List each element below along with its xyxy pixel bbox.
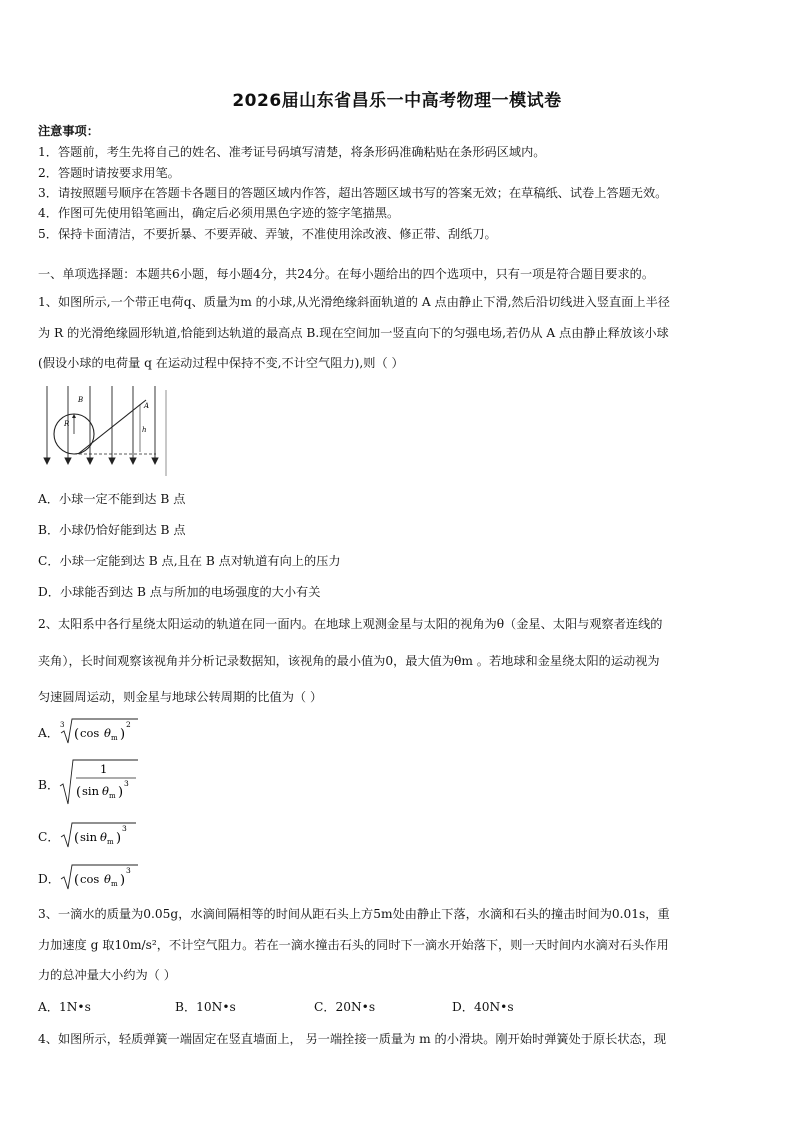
svg-text:): )	[120, 873, 126, 888]
q2-option-b[interactable]	[38, 776, 59, 793]
q1-figure	[38, 380, 173, 478]
svg-text:(: (	[74, 873, 80, 888]
q1-option-a[interactable]: A．小球一定不能到达 B 点	[38, 492, 186, 506]
q3-option-c[interactable]: C．20N•s	[314, 1000, 376, 1014]
q2-stem-line: 2、太阳系中各行星绕太阳运动的轨道在同一面内。在地球上观测金星与太阳的视角为θ（金星、太阳与观察者连线的	[38, 617, 663, 631]
root-index: 3	[60, 721, 65, 729]
exponent: 3	[124, 779, 129, 788]
q2-stem-line: 夹角），长时间观察该视角并分析记录数据知，该视角的最小值为0，最大值为θm 。若地球和金星绕太阳的运动视为	[38, 654, 660, 668]
label-h: h	[142, 426, 147, 434]
svg-text:(: (	[74, 727, 80, 742]
q2-option-c[interactable]	[38, 828, 60, 845]
exam-title: 2026届山东省昌乐一中高考物理一模试卷	[232, 91, 562, 111]
var-name: θ	[104, 726, 111, 740]
q3-stem-line: 力的总冲量大小约为（ ）	[38, 968, 176, 982]
q3-stem-line: 3、一滴水的质量为0.05g，水滴间隔相等的时间从距石头上方5m处由静止下落，水滴和石头的撞击时间为0.01s，重	[38, 907, 670, 921]
q2-option-a[interactable]	[38, 724, 59, 741]
label-b: B	[78, 396, 84, 404]
q4-stem-line: 4、如图所示，轻质弹簧一端固定在竖直墙面上， 另一端拴接一质量为 m 的小滑块。刚开始时弹簧处于原长状态，现	[38, 1032, 667, 1046]
q2-option-a-formula	[58, 714, 148, 746]
section-heading: 一、单项选择题：本题共6小题，每小题4分，共24分。在每小题给出的四个选项中，只有一项是符合题目要求的。	[38, 267, 655, 281]
var-name: θ	[104, 872, 111, 886]
option-letter: C．	[38, 830, 60, 844]
var-sub: m	[109, 792, 116, 800]
q2-option-d[interactable]	[38, 870, 60, 887]
q1-stem-line: 为 R 的光滑绝缘圆形轨道,恰能到达轨道的最高点 B.现在空间加一竖直向下的匀强电场,若仍从 A 点由静止释放该小球	[38, 326, 669, 340]
func-name: sin	[82, 784, 99, 798]
option-letter: A．	[38, 726, 59, 740]
svg-text:): )	[116, 831, 122, 846]
notice-heading: 注意事项：	[38, 124, 99, 138]
option-letter: D．	[38, 872, 60, 886]
var-sub: m	[107, 838, 114, 846]
var-name: θ	[100, 830, 107, 844]
q1-stem-line: 1、如图所示,一个带正电荷q、质量为m 的小球,从光滑绝缘斜面轨道的 A 点由静止下滑,然后沿切线进入竖直面上半径	[38, 295, 670, 309]
svg-text:): )	[118, 785, 124, 800]
exponent: 3	[126, 866, 131, 875]
q2-option-d-formula	[58, 860, 148, 892]
q2-stem-line: 匀速圆周运动，则金星与地球公转周期的比值为（ ）	[38, 690, 323, 704]
svg-text:): )	[120, 727, 126, 742]
q3-option-d[interactable]: D．40N•s	[452, 1000, 514, 1014]
label-a: A	[144, 402, 150, 410]
var-sub: m	[111, 734, 118, 742]
label-r: R	[64, 420, 70, 428]
q3-option-b[interactable]: B．10N•s	[175, 1000, 236, 1014]
func-name: sin	[80, 830, 97, 844]
notice-item: 1．答题前，考生先将自己的姓名、准考证号码填写清楚，将条形码准确粘贴在条形码区域内。	[38, 145, 546, 159]
q1-stem-line: (假设小球的电荷量 q 在运动过程中保持不变,不计空气阻力),则（ ）	[38, 356, 404, 370]
func-name: cos	[80, 726, 100, 740]
field-lines	[44, 386, 158, 464]
svg-text:(: (	[74, 831, 80, 846]
q1-option-d[interactable]: D．小球能否到达 B 点与所加的电场强度的大小有关	[38, 585, 321, 599]
option-letter: B．	[38, 778, 60, 792]
q3-option-a[interactable]: A．1N•s	[38, 1000, 91, 1014]
numerator: 1	[100, 762, 108, 776]
notice-item: 3．请按照题号顺序在答题卡各题目的答题区域内作答，超出答题区域书写的答案无效；在草稿纸、试卷上答题无效。	[38, 186, 668, 200]
notice-item: 4．作图可先使用铅笔画出，确定后必须用黑色字迹的签字笔描黑。	[38, 206, 400, 220]
svg-text:(: (	[76, 785, 82, 800]
q1-option-c[interactable]: C．小球一定能到达 B 点,且在 B 点对轨道有向上的压力	[38, 554, 341, 568]
var-name: θ	[102, 784, 109, 798]
notice-item: 2．答题时请按要求用笔。	[38, 166, 180, 180]
notice-item: 5．保持卡面清洁，不要折暴、不要弄破、弄皱，不准使用涂改液、修正带、刮纸刀。	[38, 227, 497, 241]
exponent: 2	[126, 720, 131, 729]
q1-option-b[interactable]: B．小球仍恰好能到达 B 点	[38, 523, 186, 537]
var-sub: m	[111, 880, 118, 888]
q2-option-b-formula	[58, 756, 148, 808]
func-name: cos	[80, 872, 100, 886]
q3-stem-line: 力加速度 g 取10m/s²，不计空气阻力。若在一滴水撞击石头的同时下一滴水开始落下，则一天时间内水滴对石头作用	[38, 938, 669, 952]
q2-option-c-formula	[58, 818, 148, 850]
exponent: 3	[122, 824, 127, 833]
